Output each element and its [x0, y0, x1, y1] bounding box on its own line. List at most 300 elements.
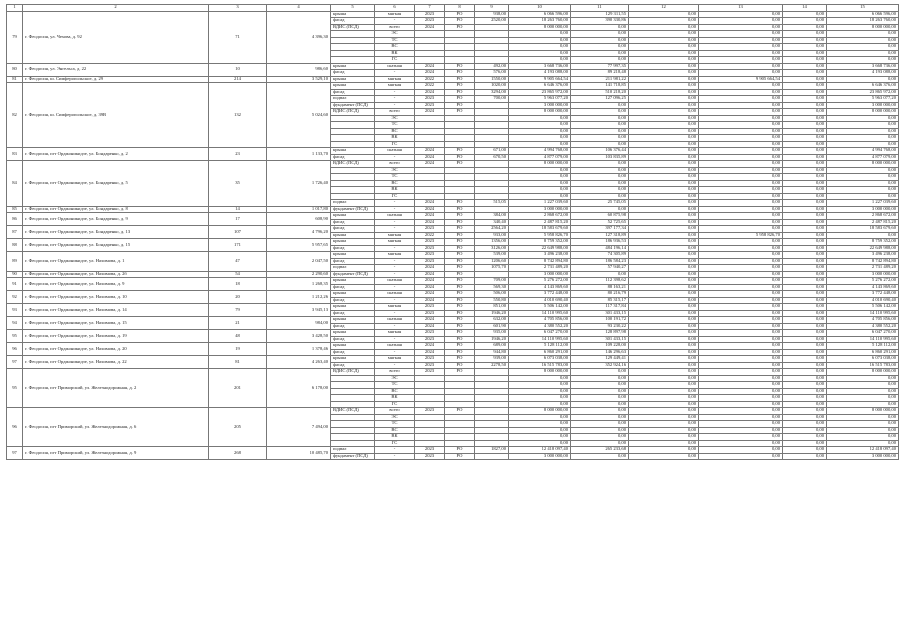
building-address: г. Феодосия, пгт Приморский, ул. Железнодорожная, д. 9: [23, 447, 209, 460]
cell-total: 0,00: [827, 76, 899, 83]
cell-col-12: 0,00: [629, 401, 699, 408]
apartments-count: 18: [209, 278, 267, 291]
cell-work-type: ВДИС (ПСД): [331, 24, 375, 31]
cell-year: 2024: [415, 349, 445, 356]
cell-col-14: 0,00: [783, 401, 827, 408]
cell-fee: 0,00: [571, 174, 629, 181]
cell-year: 2024: [415, 89, 445, 96]
cell-total: 14 110 995,60: [827, 336, 899, 343]
cell-roof-type: ЭС: [375, 414, 415, 421]
cell-roof-type: ВК: [375, 434, 415, 441]
building-address: г. Феодосия, пгт Орджоникидзе, ул. Нахимова, д. 19: [23, 330, 209, 343]
cell-work-type: фасад: [331, 154, 375, 161]
repair-register-table: [6, 4, 899, 460]
cell-col-14: 0,00: [783, 317, 827, 324]
cell-col-12: 0,00: [629, 440, 699, 447]
cell-year: 2024: [415, 219, 445, 226]
cell-work-type: крыша: [331, 83, 375, 90]
cell-col-14: 0,00: [783, 148, 827, 155]
cell-fee: 127 096,25: [571, 96, 629, 103]
cell-roof-type: -: [375, 206, 415, 213]
cell-work-type: крыша: [331, 239, 375, 246]
cell-roof-type: ГС: [375, 401, 415, 408]
cell-area: 709,00: [475, 278, 509, 285]
building-address: г. Феодосия, ул. Энгельса, д. 22: [23, 63, 209, 76]
cell-year: 2024: [415, 154, 445, 161]
cell-cost: 18 583 679,60: [509, 226, 571, 233]
cell-work-type: ВДИС (ПСД): [331, 161, 375, 168]
cell-total: 3 000 000,00: [827, 453, 899, 460]
cell-year: 2024: [415, 161, 445, 168]
cell-col-12: 0,00: [629, 434, 699, 441]
cell-fee: 0,00: [571, 128, 629, 135]
cell-cost: 0,00: [509, 414, 571, 421]
apartments-count: 14: [209, 206, 267, 213]
cell-col-14: 0,00: [783, 180, 827, 187]
building-area: 4 396,30: [267, 11, 331, 63]
cell-roof-type: скатная: [375, 63, 415, 70]
column-number-6: 6: [375, 5, 415, 12]
cell-col-12: 0,00: [629, 37, 699, 44]
cell-work-type: ВДИС (ПСД): [331, 109, 375, 116]
cell-area: 1946,20: [475, 310, 509, 317]
cell-col-13: 0,00: [699, 362, 783, 369]
cell-year: 2024: [415, 317, 445, 324]
cell-col-13: 0,00: [699, 258, 783, 265]
cell-year: 2023: [415, 310, 445, 317]
cell-col-12: 0,00: [629, 356, 699, 363]
cell-area: 3294,00: [475, 89, 509, 96]
row-number: 87: [7, 226, 23, 239]
cell-fee: 0,00: [571, 453, 629, 460]
cell-cost: 6 047 270,00: [509, 330, 571, 337]
apartments-count: 23: [209, 148, 267, 161]
building-address: г. Феодосия, пгт Орджоникидзе, ул. Нахимова, д. 2б: [23, 271, 209, 278]
cell-col-12: 0,00: [629, 96, 699, 103]
cell-cost: 18 263 760,00: [509, 18, 571, 25]
cell-total: 6 066 596,00: [827, 11, 899, 18]
cell-cost: 0,00: [509, 382, 571, 389]
cell-cost: 2 868 672,00: [509, 213, 571, 220]
cell-cost: 0,00: [509, 421, 571, 428]
building-address: г. Феодосия, пгт Приморский, ул. Железнодорожная, д. 2: [23, 369, 209, 408]
building-area: 10 485,70: [267, 447, 331, 460]
cell-total: 0,00: [827, 421, 899, 428]
cell-roof-type: ВК: [375, 50, 415, 57]
cell-fee: 52 725,65: [571, 219, 629, 226]
apartments-count: 79: [209, 304, 267, 317]
cell-roof-type: мягкая: [375, 11, 415, 18]
building-address: г. Феодосия, пгт Орджоникидзе, ул. Нахимова, д. 22: [23, 356, 209, 369]
cell-col-14: 0,00: [783, 115, 827, 122]
cell-year: 2024: [415, 206, 445, 213]
column-number-5: 5: [331, 5, 375, 12]
cell-funding: РО: [445, 89, 475, 96]
apartments-count: 47: [209, 252, 267, 272]
cell-area: 1550,00: [475, 76, 509, 83]
building-address: г. Феодосия, пгт Орджоникидзе, ул. Бондаренко, д. 13: [23, 226, 209, 239]
building-area: 986,60: [267, 63, 331, 76]
building-area: 5 024,60: [267, 83, 331, 148]
cell-cost: 3 000 000,00: [509, 102, 571, 109]
cell-col-13: 0,00: [699, 434, 783, 441]
cell-cost: 2 731 489,20: [509, 265, 571, 272]
cell-col-14: 0,00: [783, 265, 827, 272]
cell-funding: РО: [445, 265, 475, 272]
cell-cost: 8 000 000,00: [509, 161, 571, 168]
cell-col-13: 0,00: [699, 252, 783, 259]
cell-fee: 0,00: [571, 109, 629, 116]
cell-fee: 0,00: [571, 31, 629, 38]
cell-fee: 186 936,53: [571, 239, 629, 246]
cell-area: 1020,00: [475, 83, 509, 90]
cell-roof-type: ВС: [375, 388, 415, 395]
cell-col-14: 0,00: [783, 258, 827, 265]
cell-funding: РО: [445, 408, 475, 415]
apartments-count: 132: [209, 83, 267, 148]
cell-total: 2 868 672,00: [827, 213, 899, 220]
cell-cost: 8 000 000,00: [509, 24, 571, 31]
row-number: 79: [7, 11, 23, 63]
cell-work-type: фасад: [331, 362, 375, 369]
cell-fee: 103 835,89: [571, 154, 629, 161]
cell-year: 2023: [415, 330, 445, 337]
cell-cost: 3 000 000,00: [509, 206, 571, 213]
cell-work-type: фасад: [331, 226, 375, 233]
cell-total: 3 000 000,00: [827, 271, 899, 278]
cell-work-type: фасад: [331, 70, 375, 77]
cell-fee: 0,00: [571, 135, 629, 142]
cell-fee: 0,00: [571, 206, 629, 213]
cell-cost: 0,00: [509, 167, 571, 174]
cell-fee: 0,00: [571, 37, 629, 44]
cell-work-type: подвал: [331, 200, 375, 207]
cell-fee: 0,00: [571, 24, 629, 31]
cell-col-14: 0,00: [783, 128, 827, 135]
cell-fee: 0,00: [571, 421, 629, 428]
cell-funding: РО: [445, 232, 475, 239]
cell-roof-type: всего: [375, 24, 415, 31]
cell-col-13: 0,00: [699, 18, 783, 25]
apartments-count: 21: [209, 317, 267, 330]
cell-roof-type: -: [375, 447, 415, 454]
cell-year: 2022: [415, 232, 445, 239]
cell-col-13: 0,00: [699, 408, 783, 415]
cell-cost: 0,00: [509, 388, 571, 395]
cell-funding: РО: [445, 96, 475, 103]
building-address: г. Феодосия, пгт Орджоникидзе, ул. Бондаренко, д. 15: [23, 239, 209, 252]
cell-total: 8 000 000,00: [827, 369, 899, 376]
cell-total: 0,00: [827, 50, 899, 57]
cell-fee: 0,00: [571, 434, 629, 441]
column-number-11: 11: [571, 5, 629, 12]
cell-area: 506,00: [475, 291, 509, 298]
cell-cost: 5 276 272,00: [509, 278, 571, 285]
cell-total: 0,00: [827, 187, 899, 194]
cell-fee: 74 305,89: [571, 252, 629, 259]
cell-col-12: 0,00: [629, 317, 699, 324]
cell-cost: 8 759 352,00: [509, 239, 571, 246]
cell-total: 4 143 869,60: [827, 284, 899, 291]
cell-roof-type: мягкая: [375, 83, 415, 90]
cell-fee: 265 233,68: [571, 447, 629, 454]
cell-funding: РО: [445, 297, 475, 304]
cell-col-12: 0,00: [629, 109, 699, 116]
cell-fee: 88 163,21: [571, 284, 629, 291]
building-address: г. Феодосия, пгт Орджоникидзе, ул. Бондаренко, д. 8: [23, 206, 209, 213]
cell-col-13: 0,00: [699, 401, 783, 408]
cell-work-type: подвал: [331, 447, 375, 454]
cell-cost: 0,00: [509, 115, 571, 122]
building-area: 4 796,20: [267, 226, 331, 239]
cell-col-12: 0,00: [629, 102, 699, 109]
cell-cost: 4 380 552,20: [509, 323, 571, 330]
cell-col-12: 0,00: [629, 271, 699, 278]
cell-col-13: 0,00: [699, 278, 783, 285]
cell-year: 2022: [415, 76, 445, 83]
cell-col-13: 0,00: [699, 304, 783, 311]
cell-funding: РО: [445, 219, 475, 226]
cell-fee: 117 317,84: [571, 304, 629, 311]
row-number: 90: [7, 271, 23, 278]
cell-roof-type: -: [375, 362, 415, 369]
cell-col-12: 0,00: [629, 167, 699, 174]
cell-col-12: 0,00: [629, 11, 699, 18]
cell-col-13: 0,00: [699, 128, 783, 135]
cell-col-12: 0,00: [629, 421, 699, 428]
cell-col-12: 0,00: [629, 50, 699, 57]
cell-roof-type: -: [375, 200, 415, 207]
cell-col-13: 0,00: [699, 375, 783, 382]
cell-fee: 397 177,34: [571, 226, 629, 233]
cell-cost: 5 963 077,20: [509, 96, 571, 103]
cell-col-14: 0,00: [783, 24, 827, 31]
cell-funding: РО: [445, 245, 475, 252]
cell-total: 6 646 376,00: [827, 83, 899, 90]
cell-work-type: ВДИС (ПСД): [331, 369, 375, 376]
cell-col-12: 0,00: [629, 57, 699, 64]
cell-fee: 100 191,72: [571, 317, 629, 324]
cell-roof-type: -: [375, 219, 415, 226]
cell-roof-type: -: [375, 323, 415, 330]
cell-col-14: 0,00: [783, 200, 827, 207]
cell-work-type: подвал: [331, 96, 375, 103]
cell-fee: 0,00: [571, 401, 629, 408]
cell-col-12: 0,00: [629, 252, 699, 259]
cell-area: 601,90: [475, 323, 509, 330]
cell-area: 935,00: [475, 330, 509, 337]
cell-total: 8 759 352,00: [827, 239, 899, 246]
cell-col-13: 0,00: [699, 89, 783, 96]
column-number-12: 12: [629, 5, 699, 12]
column-number-3: 3: [209, 5, 267, 12]
cell-roof-type: -: [375, 297, 415, 304]
apartments-count: 54: [209, 271, 267, 278]
cell-funding: РО: [445, 317, 475, 324]
cell-year: 2023: [415, 362, 445, 369]
cell-funding: РО: [445, 453, 475, 460]
cell-roof-type: скатная: [375, 148, 415, 155]
cell-fee: 0,00: [571, 187, 629, 194]
cell-total: 0,00: [827, 135, 899, 142]
cell-col-14: 0,00: [783, 323, 827, 330]
cell-fee: 77 997,35: [571, 63, 629, 70]
cell-col-13: 0,00: [699, 122, 783, 129]
cell-work-type: крыша: [331, 213, 375, 220]
cell-col-14: 0,00: [783, 291, 827, 298]
cell-area: 576,00: [475, 70, 509, 77]
cell-col-13: 0,00: [699, 317, 783, 324]
cell-funding: РО: [445, 226, 475, 233]
cell-funding: РО: [445, 24, 475, 31]
cell-col-12: 0,00: [629, 213, 699, 220]
row-number: 82: [7, 83, 23, 148]
cell-col-13: 0,00: [699, 245, 783, 252]
cell-col-12: 0,00: [629, 115, 699, 122]
cell-total: 3 772 448,00: [827, 291, 899, 298]
cell-cost: 0,00: [509, 440, 571, 447]
building-area: 1 268,35: [267, 278, 331, 291]
cell-cost: 5 128 112,00: [509, 343, 571, 350]
building-area: 1 017,80: [267, 206, 331, 213]
building-address: г. Феодосия, пгт Орджоникидзе, ул. Нахимова, д. 9: [23, 278, 209, 291]
cell-work-type: фасад: [331, 219, 375, 226]
cell-col-12: 0,00: [629, 375, 699, 382]
cell-total: 8 000 000,00: [827, 109, 899, 116]
cell-work-type: крыша: [331, 356, 375, 363]
cell-work-type: фасад: [331, 258, 375, 265]
cell-funding: РО: [445, 356, 475, 363]
cell-col-12: 0,00: [629, 44, 699, 51]
cell-area: 2520,00: [475, 18, 509, 25]
cell-col-13: 0,00: [699, 115, 783, 122]
cell-cost: 0,00: [509, 37, 571, 44]
cell-col-14: 0,00: [783, 330, 827, 337]
row-number: 92: [7, 291, 23, 304]
cell-area: 938,00: [475, 11, 509, 18]
building-area: 608,90: [267, 213, 331, 226]
cell-fee: 0,00: [571, 141, 629, 148]
cell-funding: РО: [445, 323, 475, 330]
cell-cost: 4 193 088,00: [509, 70, 571, 77]
row-number: 95: [7, 330, 23, 343]
cell-col-12: 0,00: [629, 427, 699, 434]
building-address: г. Феодосия, пгт Орджоникидзе, ул. Нахимова, д. 15: [23, 317, 209, 330]
cell-cost: 22 649 988,00: [509, 245, 571, 252]
cell-roof-type: скатная: [375, 213, 415, 220]
cell-roof-type: всего: [375, 161, 415, 168]
cell-total: 0,00: [827, 37, 899, 44]
cell-col-13: 0,00: [699, 349, 783, 356]
cell-col-14: 0,00: [783, 252, 827, 259]
cell-cost: 4 994 768,00: [509, 148, 571, 155]
cell-year: 2023: [415, 447, 445, 454]
cell-col-13: 0,00: [699, 180, 783, 187]
cell-fee: 129 449,41: [571, 356, 629, 363]
cell-col-13: 0,00: [699, 382, 783, 389]
cell-funding: РО: [445, 63, 475, 70]
cell-col-14: 0,00: [783, 31, 827, 38]
cell-area: 340,40: [475, 219, 509, 226]
cell-col-12: 0,00: [629, 122, 699, 129]
cell-area: 1206,60: [475, 258, 509, 265]
cell-col-13: 0,00: [699, 11, 783, 18]
cell-col-12: 0,00: [629, 284, 699, 291]
cell-total: 4 380 552,20: [827, 323, 899, 330]
cell-year: 2024: [415, 63, 445, 70]
cell-area: 632,00: [475, 317, 509, 324]
cell-funding: РО: [445, 206, 475, 213]
row-number: 97: [7, 447, 23, 460]
cell-total: 5 128 112,00: [827, 343, 899, 350]
cell-cost: 0,00: [509, 187, 571, 194]
cell-roof-type: -: [375, 154, 415, 161]
cell-funding: РО: [445, 362, 475, 369]
cell-funding: РО: [445, 70, 475, 77]
cell-roof-type: скатная: [375, 343, 415, 350]
cell-year: 2024: [415, 109, 445, 116]
cell-col-12: 0,00: [629, 193, 699, 200]
cell-total: 3 000 000,00: [827, 206, 899, 213]
apartments-count: 81: [209, 356, 267, 369]
cell-col-14: 0,00: [783, 37, 827, 44]
cell-roof-type: ЭС: [375, 375, 415, 382]
cell-col-12: 0,00: [629, 135, 699, 142]
row-number: 91: [7, 278, 23, 291]
cell-fee: 106 376,44: [571, 148, 629, 155]
cell-funding: РО: [445, 343, 475, 350]
cell-col-14: 0,00: [783, 174, 827, 181]
cell-col-12: 0,00: [629, 323, 699, 330]
apartments-count: 201: [209, 369, 267, 408]
cell-col-14: 0,00: [783, 362, 827, 369]
cell-col-12: 0,00: [629, 297, 699, 304]
cell-col-14: 0,00: [783, 271, 827, 278]
cell-total: 0,00: [827, 414, 899, 421]
cell-col-14: 0,00: [783, 440, 827, 447]
cell-cost: 0,00: [509, 57, 571, 64]
cell-cost: 2 487 815,20: [509, 219, 571, 226]
cell-work-type: крыша: [331, 343, 375, 350]
cell-area: 933,00: [475, 232, 509, 239]
cell-roof-type: -: [375, 271, 415, 278]
row-number: 93: [7, 304, 23, 317]
building-area: 1 133,70: [267, 148, 331, 161]
cell-total: 0,00: [827, 128, 899, 135]
cell-col-13: 0,00: [699, 174, 783, 181]
cell-total: 1 227 039,60: [827, 200, 899, 207]
cell-total: 0,00: [827, 57, 899, 64]
cell-total: 2 731 489,20: [827, 265, 899, 272]
cell-area: 2564,20: [475, 226, 509, 233]
cell-total: 5 963 077,20: [827, 96, 899, 103]
building-area: 6 178,00: [267, 369, 331, 408]
cell-area: 1827,00: [475, 447, 509, 454]
column-number-10: 10: [509, 5, 571, 12]
cell-col-14: 0,00: [783, 434, 827, 441]
cell-cost: 0,00: [509, 401, 571, 408]
cell-col-12: 0,00: [629, 453, 699, 460]
cell-year: 2023: [415, 96, 445, 103]
building-area: 2 047,50: [267, 252, 331, 272]
cell-roof-type: мягкая: [375, 252, 415, 259]
row-number: 81: [7, 76, 23, 83]
cell-col-12: 0,00: [629, 161, 699, 168]
cell-col-14: 0,00: [783, 70, 827, 77]
cell-roof-type: ВС: [375, 128, 415, 135]
cell-cost: 3 496 238,00: [509, 252, 571, 259]
cell-col-12: 0,00: [629, 362, 699, 369]
